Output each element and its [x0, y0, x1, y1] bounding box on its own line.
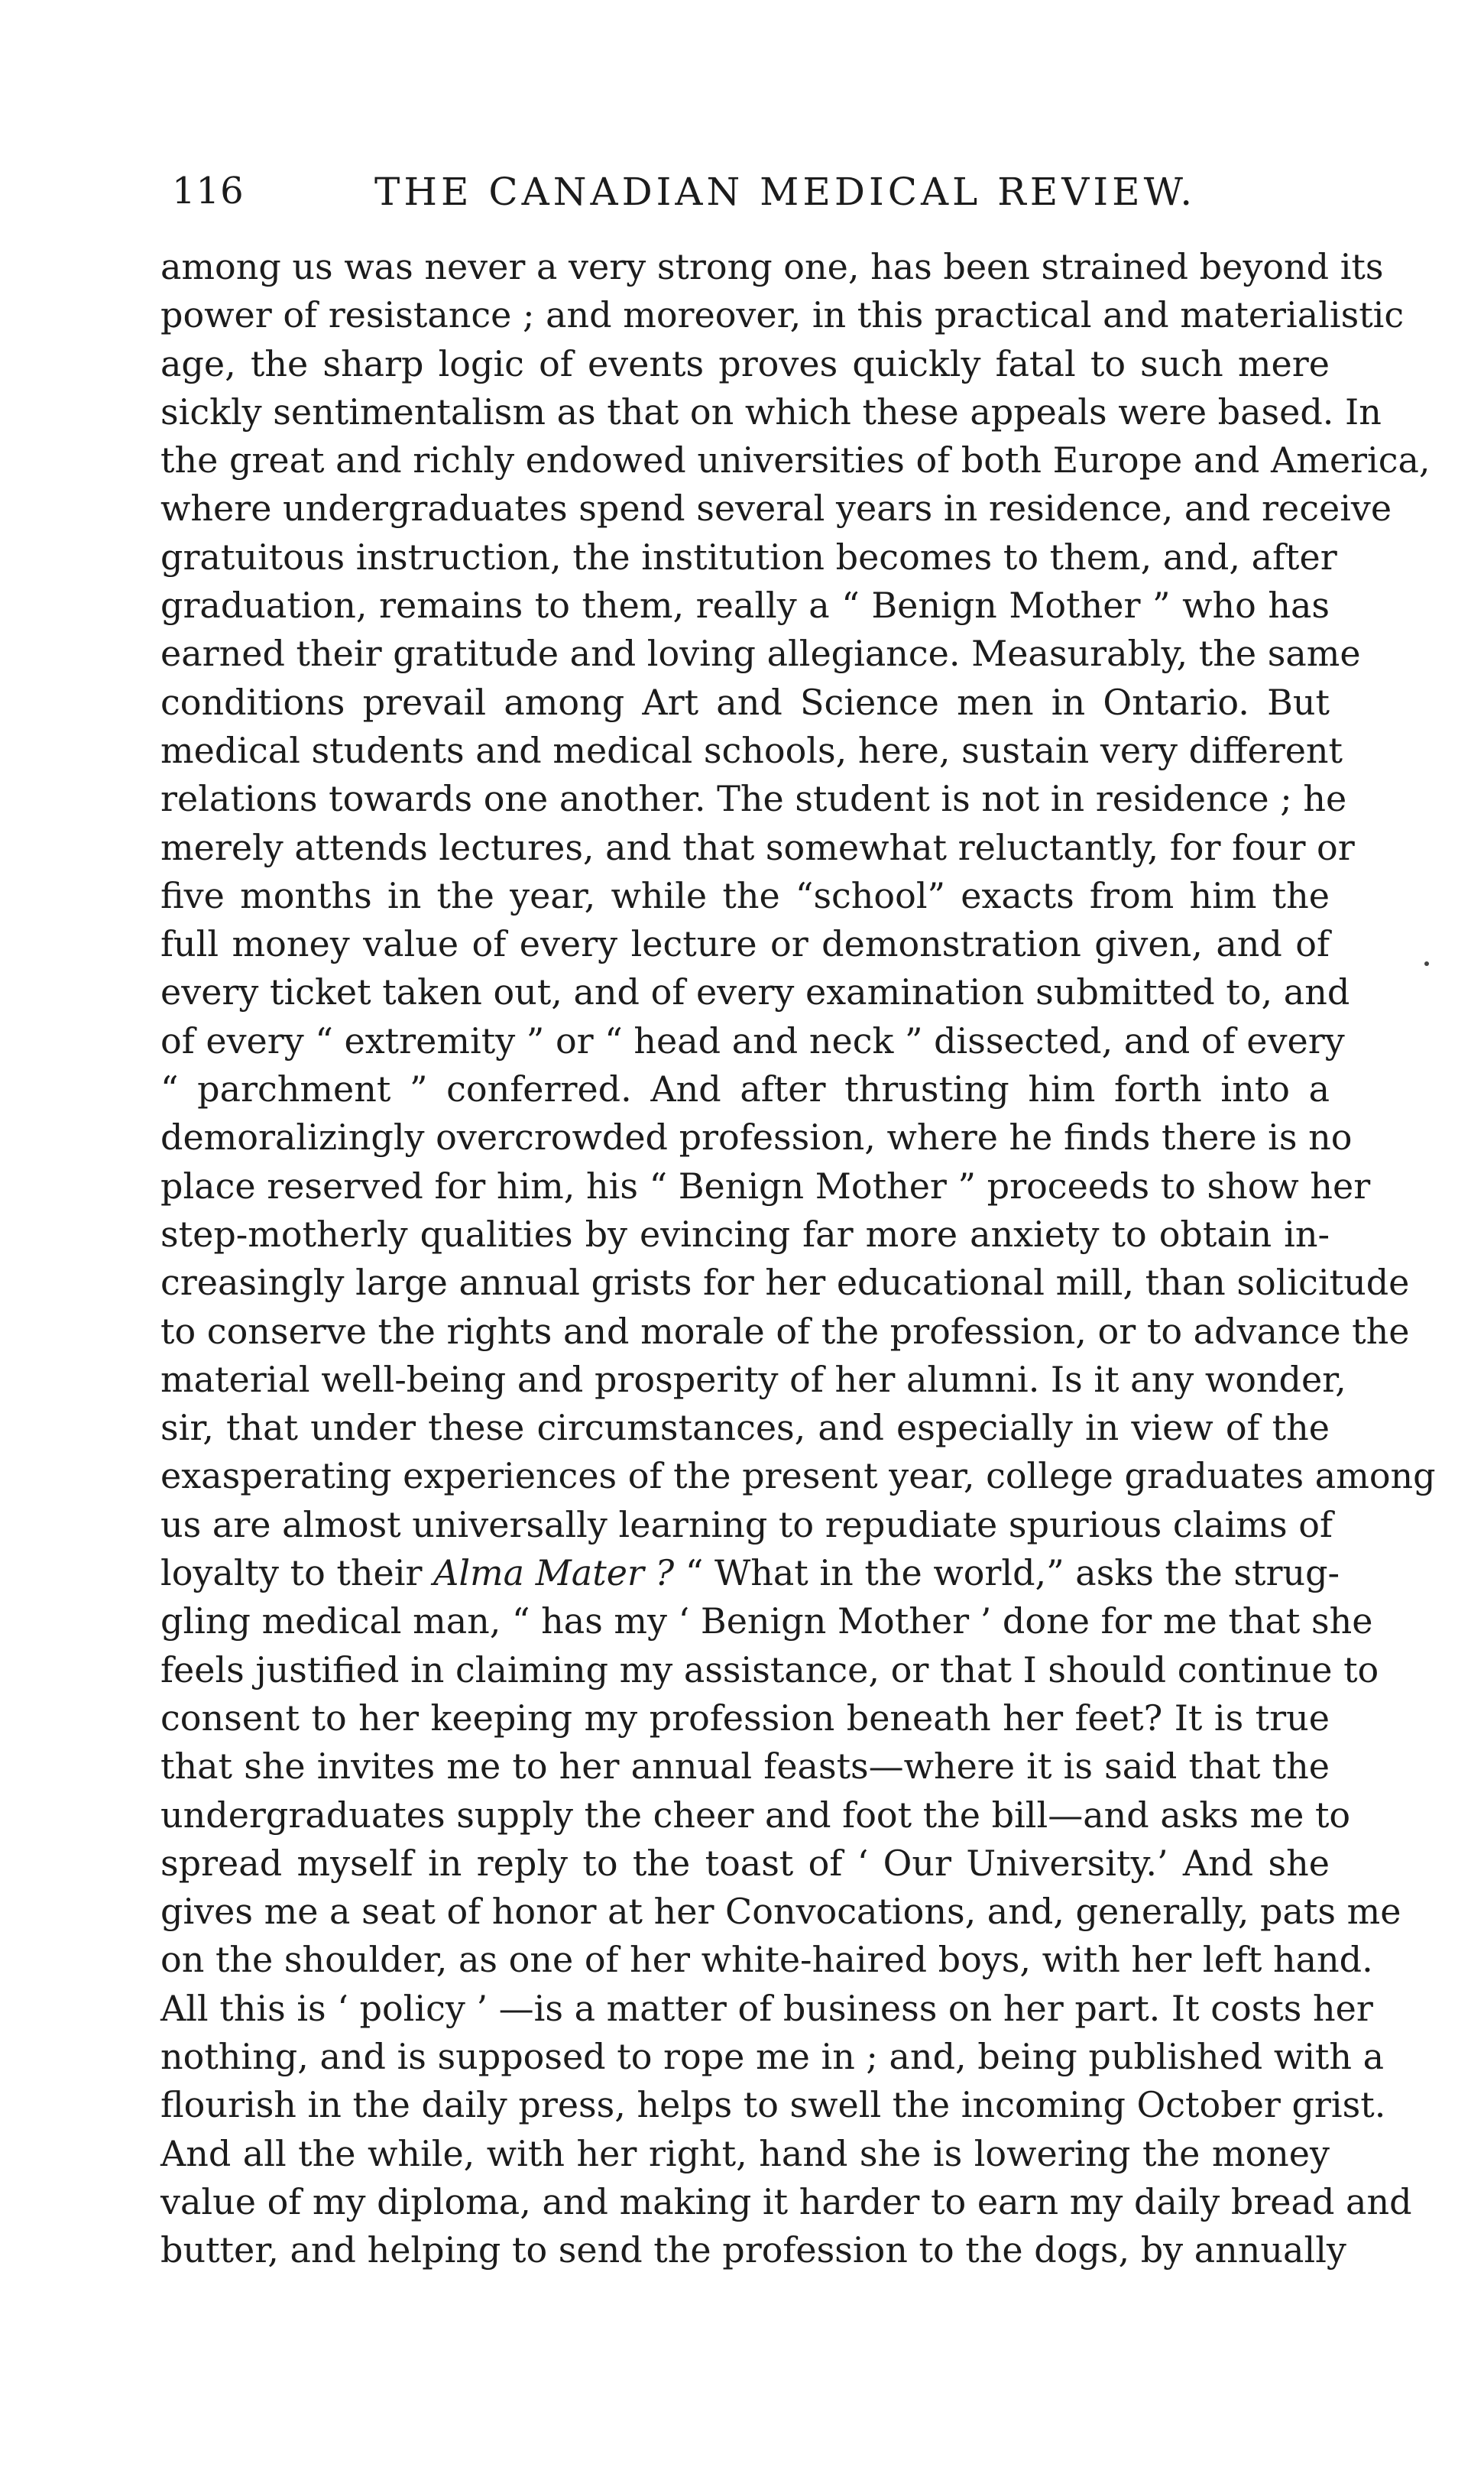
text-line: creasingly large annual grists for her educational mill, than solicitude	[160, 1262, 1410, 1304]
page-header	[0, 0, 1484, 229]
text-line: spread myself in reply to the toast of ‘ Our University.’ And she	[160, 1842, 1330, 1884]
text-line: demoralizingly overcrowded profession, where he finds there is no	[160, 1117, 1353, 1159]
margin-mark	[1424, 961, 1429, 966]
body-text	[160, 243, 1436, 2274]
text-line: flourish in the daily press, helps to swell the incoming October grist.	[160, 2084, 1386, 2126]
text-line: value of my diploma, and making it harder to earn my daily bread and	[160, 2180, 1412, 2222]
text-line: the great and richly endowed universities of both Europe and America,	[160, 439, 1431, 481]
text-line: sir, that under these circumstances, and especially in view of the	[160, 1407, 1330, 1449]
text-line-with-italic	[160, 1549, 1340, 1597]
text-line: gives me a seat of honor at her Convocations, and, generally, pats me	[160, 1891, 1401, 1933]
text-line: full money value of every lecture or demonstration given, and of	[160, 923, 1330, 965]
text-line: consent to her keeping my profession beneath her feet? It is true	[160, 1697, 1330, 1739]
text-line: gratuitous instruction, the institution becomes to them, and, after	[160, 536, 1337, 578]
page-number: 116	[172, 170, 245, 212]
text-line: butter, and helping to send the profession to the dogs, by annually	[160, 2229, 1346, 2271]
text-line: exasperating experiences of the present year, college graduates among	[160, 1455, 1436, 1497]
text-line: undergraduates supply the cheer and foot the bill—and asks me to	[160, 1794, 1351, 1836]
text-line: All this is ‘ policy ’ —is a matter of business on her part. It costs her	[160, 1987, 1373, 2029]
text-line: merely attends lectures, and that somewhat reluctantly, for four or	[160, 826, 1355, 868]
text-line: And all the while, with her right, hand she is lowering the money	[160, 2132, 1330, 2174]
text-line: to conserve the rights and morale of the profession, or to advance the	[160, 1310, 1410, 1352]
text-line: step-motherly qualities by evincing far more anxiety to obtain in-	[160, 1213, 1330, 1255]
text-line: on the shoulder, as one of her white-haired boys, with her left hand.	[160, 1939, 1373, 1981]
text-line: five months in the year, while the “school” exacts from him the	[160, 874, 1330, 916]
text-line: sickly sentimentalism as that on which these appeals were based. In	[160, 391, 1382, 433]
text-line: graduation, remains to them, really a “ Benign Mother ” who has	[160, 585, 1330, 627]
text-line: material well-being and prosperity of her alumni. Is it any wonder,	[160, 1358, 1346, 1400]
text-line: “ parchment ” conferred. And after thrusting him forth into a	[160, 1068, 1330, 1110]
text-line: feels justified in claiming my assistance, or that I should continue to	[160, 1648, 1379, 1690]
text-line: power of resistance ; and moreover, in this practical and materialistic	[160, 294, 1405, 336]
text-line: where undergraduates spend several years in residence, and receive	[160, 488, 1392, 530]
running-head: THE CANADIAN MEDICAL REVIEW.	[374, 170, 1197, 214]
text-line: relations towards one another. The student is not in residence ; he	[160, 778, 1347, 820]
text-line: conditions prevail among Art and Science men in Ontario. But	[160, 681, 1330, 723]
text-segment: loyalty to their	[160, 1552, 434, 1594]
text-line: that she invites me to her annual feasts—where it is said that the	[160, 1746, 1330, 1788]
text-line: gling medical man, “ has my ‘ Benign Mother ’ done for me that she	[160, 1600, 1373, 1642]
text-line: earned their gratitude and loving allegiance. Measurably, the same	[160, 633, 1361, 675]
text-line: us are almost universally learning to repudiate spurious claims of	[160, 1503, 1333, 1545]
text-line: among us was never a very strong one, has been strained beyond its	[160, 246, 1384, 287]
text-line: of every “ extremity ” or “ head and neck ” dissected, and of every	[160, 1019, 1345, 1062]
text-segment: “ What in the world,” asks the strug-	[674, 1552, 1340, 1594]
italic-phrase: Alma Mater ?	[433, 1552, 675, 1594]
text-line: place reserved for him, his “ Benign Mother ” proceeds to show her	[160, 1165, 1371, 1207]
text-line: age, the sharp logic of events proves quickly fatal to such mere	[160, 342, 1330, 384]
text-line: every ticket taken out, and of every examination submitted to, and	[160, 971, 1350, 1013]
text-line: medical students and medical schools, here, sustain very different	[160, 729, 1343, 771]
text-line: nothing, and is supposed to rope me in ; and, being published with a	[160, 2035, 1385, 2077]
